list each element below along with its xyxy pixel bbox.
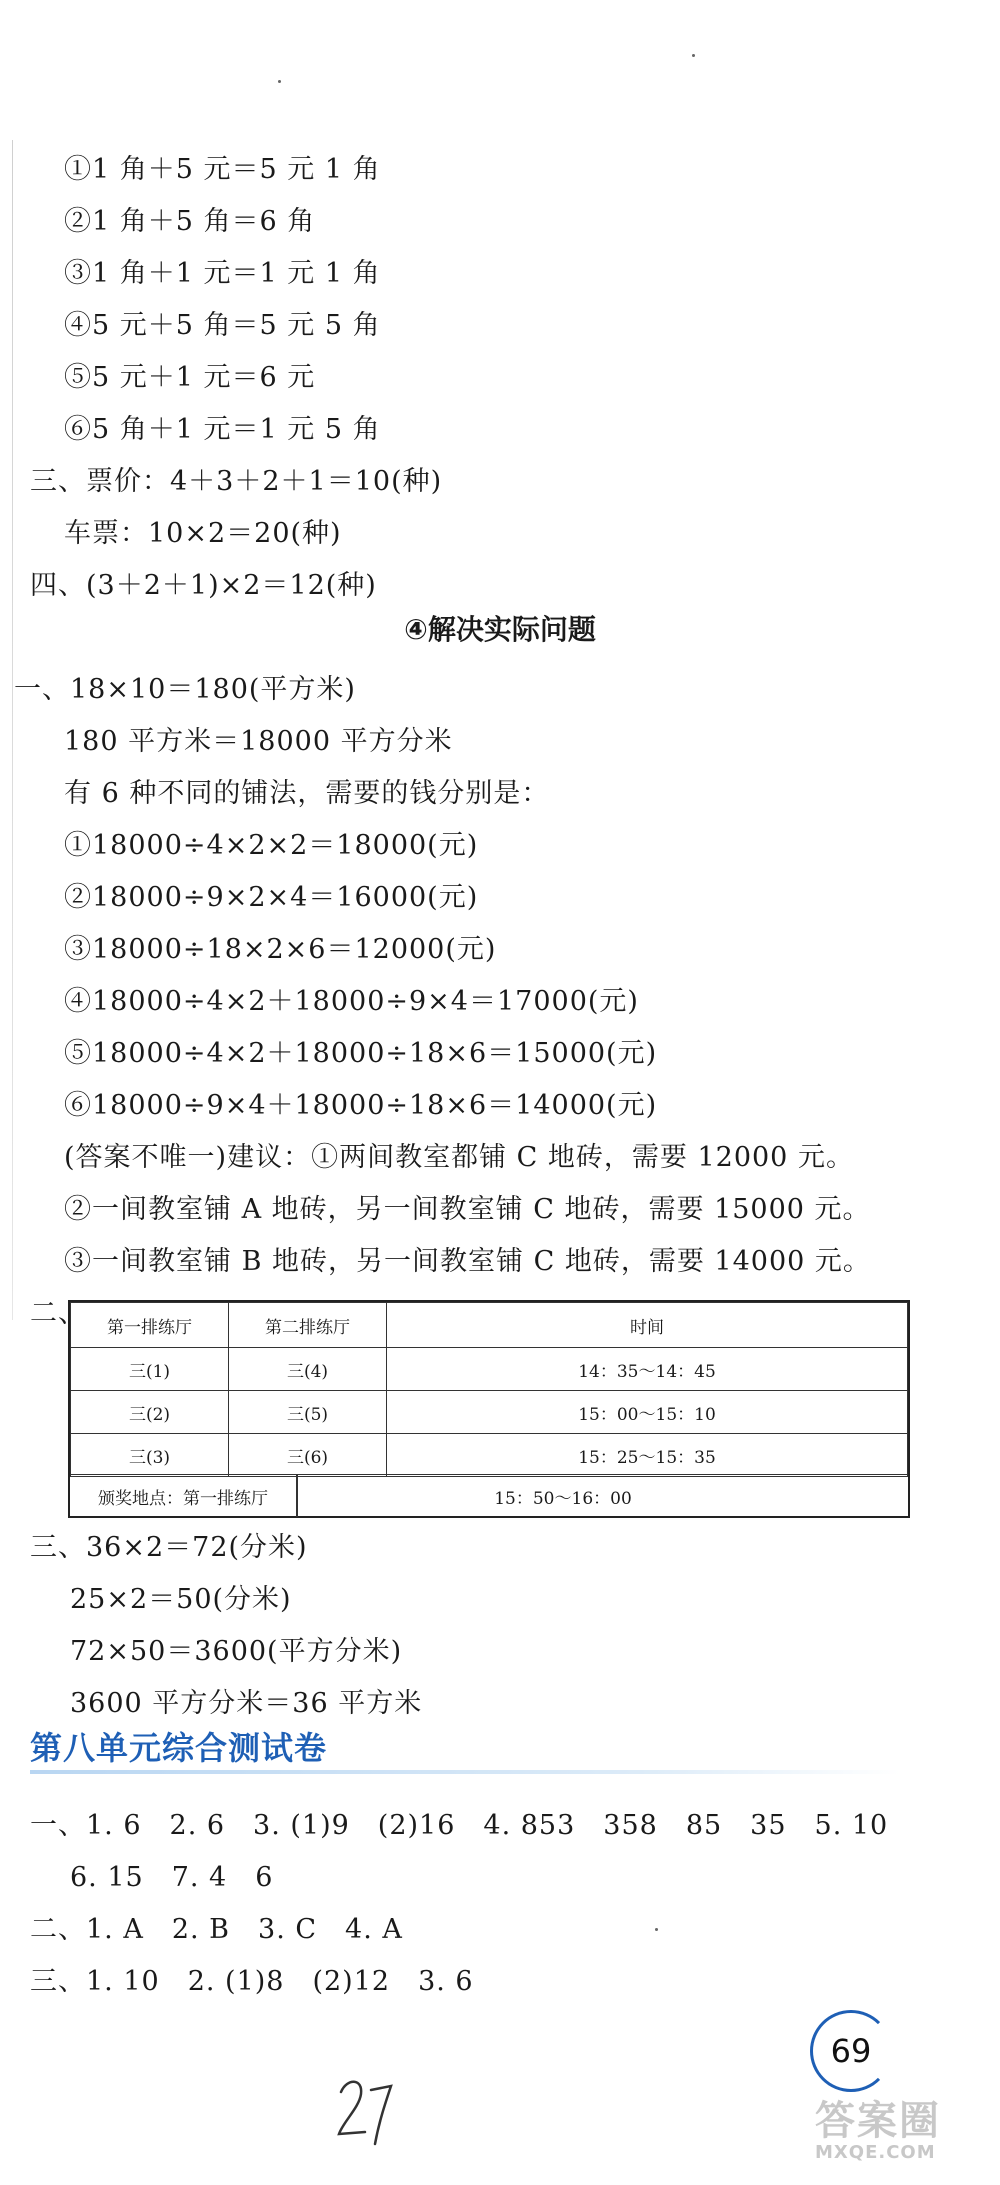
speck bbox=[278, 80, 281, 83]
award-time: 15：50～16：00 bbox=[494, 1488, 632, 1509]
col-header-hall-2: 第二排练厅 bbox=[229, 1303, 387, 1348]
cell-hall-1: 三(1) bbox=[71, 1348, 229, 1391]
s1-line-9: ⑥18000÷9×4＋18000÷18×6＝14000(元) bbox=[64, 1090, 658, 1121]
combo-line-6: ⑥5 角＋1 元＝1 元 5 角 bbox=[64, 414, 381, 445]
s3-line-1: 三、36×2＝72(分米) bbox=[30, 1532, 308, 1563]
col-header-hall-1: 第一排练厅 bbox=[71, 1303, 229, 1348]
s1-line-7: ④18000÷4×2＋18000÷9×4＝17000(元) bbox=[64, 986, 639, 1017]
cell-hall-1: 三(2) bbox=[71, 1391, 229, 1434]
award-location: 颁奖地点：第一排练厅 bbox=[70, 1475, 298, 1517]
s1-line-11: ②一间教室铺 A 地砖，另一间教室铺 C 地砖，需要 15000 元。 bbox=[64, 1194, 871, 1225]
s1-line-3: 有 6 种不同的铺法，需要的钱分别是： bbox=[64, 778, 550, 809]
award-row bbox=[70, 1474, 908, 1517]
site-watermark bbox=[815, 2100, 941, 2163]
q3-tickets: 车票：10×2＝20(种) bbox=[64, 518, 342, 549]
page-number-badge: 69 bbox=[810, 2010, 892, 2092]
unit8-line-1: 一、1. 6 2. 6 3. (1)9 (2)16 4. 853 358 85 35 5. 10 bbox=[30, 1810, 889, 1841]
title-underline bbox=[30, 1770, 900, 1774]
table-row bbox=[71, 1391, 908, 1434]
unit8-line-2: 6. 15 7. 4 6 bbox=[70, 1862, 274, 1893]
combo-line-2: ②1 角＋5 角＝6 角 bbox=[64, 206, 316, 237]
s1-line-12: ③一间教室铺 B 地砖，另一间教室铺 C 地砖，需要 14000 元。 bbox=[64, 1246, 871, 1277]
s3-line-4: 3600 平方分米＝36 平方米 bbox=[70, 1688, 423, 1719]
cell-hall-2: 三(5) bbox=[229, 1391, 387, 1434]
s1-line-2: 180 平方米＝18000 平方分米 bbox=[64, 726, 453, 757]
cell-hall-2: 三(4) bbox=[229, 1348, 387, 1391]
unit8-line-3: 二、1. A 2. B 3. C 4. A bbox=[30, 1914, 403, 1945]
s1-line-1: 一、18×10＝180(平方米) bbox=[14, 674, 356, 705]
cell-time: 14：35～14：45 bbox=[387, 1348, 908, 1391]
cell-hall-2: 三(6) bbox=[229, 1434, 387, 1477]
speck bbox=[692, 54, 695, 57]
margin-rule bbox=[12, 140, 13, 1320]
s1-line-5: ②18000÷9×2×4＝16000(元) bbox=[64, 882, 479, 913]
cell-time: 15：00～15：10 bbox=[387, 1391, 908, 1434]
combo-line-1: ①1 角＋5 元＝5 元 1 角 bbox=[64, 154, 381, 185]
s1-line-6: ③18000÷18×2×6＝12000(元) bbox=[64, 934, 497, 965]
q3-ticket-price: 三、票价：4＋3＋2＋1＝10(种) bbox=[30, 466, 443, 497]
combo-line-5: ⑤5 元＋1 元＝6 元 bbox=[64, 362, 316, 393]
combo-line-4: ④5 元＋5 角＝5 元 5 角 bbox=[64, 310, 381, 341]
table-row bbox=[71, 1434, 908, 1477]
schedule-table bbox=[68, 1300, 910, 1518]
s1-line-10: (答案不唯一)建议：①两间教室都铺 C 地砖，需要 12000 元。 bbox=[64, 1142, 854, 1173]
table-row bbox=[71, 1348, 908, 1391]
cell-hall-1: 三(3) bbox=[71, 1434, 229, 1477]
s1-line-8: ⑤18000÷4×2＋18000÷18×6＝15000(元) bbox=[64, 1038, 658, 1069]
col-header-time: 时间 bbox=[387, 1303, 908, 1348]
watermark-logo-text: 答案圈 bbox=[815, 2098, 941, 2144]
unit8-line-4: 三、1. 10 2. (1)8 (2)12 3. 6 bbox=[30, 1966, 474, 1997]
cell-time: 15：25～15：35 bbox=[387, 1434, 908, 1477]
s3-line-3: 72×50＝3600(平方分米) bbox=[70, 1636, 403, 1667]
s1-line-4: ①18000÷4×2×2＝18000(元) bbox=[64, 830, 479, 861]
watermark-url: MXQE.COM bbox=[815, 2142, 936, 2163]
combo-line-3: ③1 角＋1 元＝1 元 1 角 bbox=[64, 258, 381, 289]
subsection-title: ④解决实际问题 bbox=[404, 613, 596, 646]
unit8-title: 第八单元综合测试卷 bbox=[30, 1729, 328, 1767]
s2-label: 二、 bbox=[30, 1298, 86, 1329]
speck bbox=[655, 1928, 658, 1931]
handwritten-note bbox=[335, 2070, 395, 2150]
q4-answer: 四、(3＋2＋1)×2＝12(种) bbox=[30, 570, 377, 601]
s3-line-2: 25×2＝50(分米) bbox=[70, 1584, 292, 1615]
